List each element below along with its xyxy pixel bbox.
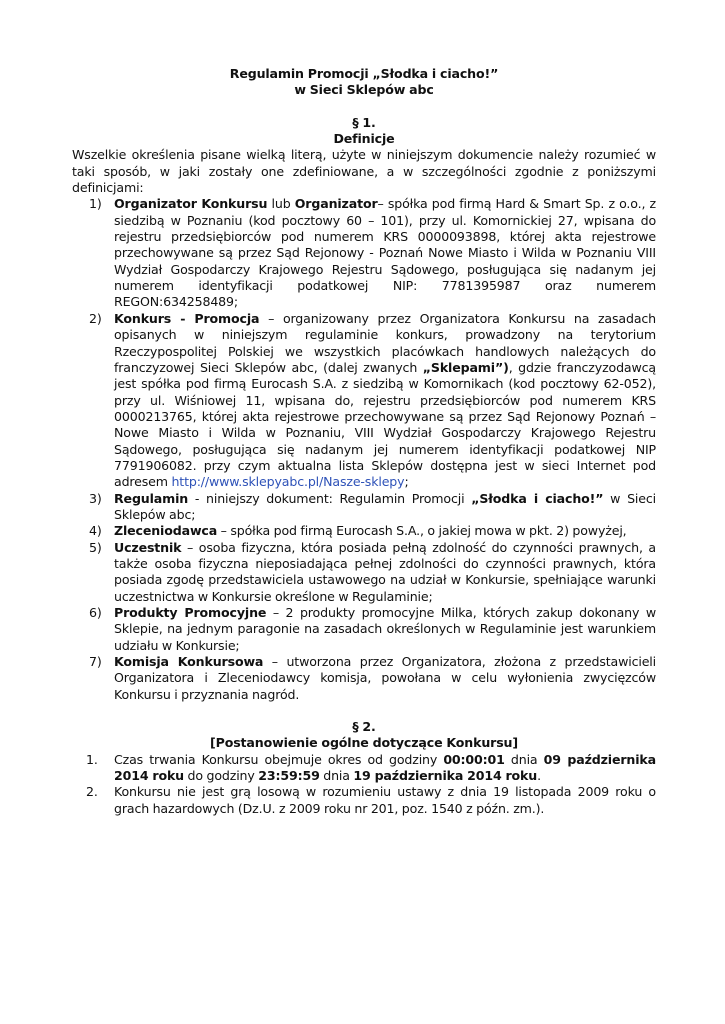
document-page — [72, 66, 656, 817]
section1-number: § 1. — [352, 114, 376, 130]
term-zleceniodawca: Zleceniodawca — [114, 523, 218, 539]
section1-heading: Definicje — [333, 131, 395, 147]
section2-heading: [Postanowienie ogólne dotyczące Konkursu] — [210, 735, 518, 751]
rules-list — [72, 752, 656, 817]
definition-item-1: 1) Organizator Konkursu lub Organizator– spółka pod firmą Hard & Smart Sp. z o.o., z siedzibą w Poznaniu (kod pocztowy 60 – 101), przy ul. Komornickiej 27, wpisana do rejestru przedsiębiorców pod numerem KRS 0000093898, której akta rejestrowe przechowywane są przez Sąd Rejonowy - Poznań Nowe Miasto i Wilda w Poznaniu VIII Wydział Gospodarczy Krajowego Rejestru Sądowego, posługująca się nadanym jej numerem identyfikacji podatkowej NIP: 7781395987 oraz numerem REGON:634258489; — [89, 196, 656, 310]
definition-item-4: 4) Zleceniodawca – spółka pod firmą Eurocash S.A., o jakiej mowa w pkt. 2) powyżej, — [89, 523, 627, 539]
promo-name: „Słodka i ciacho!” — [471, 490, 604, 506]
definition-item-6: 6) Produkty Promocyjne – 2 produkty promocyjne Milka, których zakup dokonany w Sklepie, na jednym paragonie na zasadach określonych w Regulaminie jest warunkiem udziału w Konkursie; — [89, 605, 656, 653]
term-uczestnik: Uczestnik — [114, 539, 182, 555]
term-organizator-konkursu: Organizator Konkursu — [114, 196, 268, 212]
rule-item-1: 1. Czas trwania Konkursu obejmuje okres od godziny 00:00:01 dnia 09 października 2014 roku do godziny 23:59:59 dnia 19 października 2014 roku. — [86, 751, 656, 784]
term-regulamin: Regulamin — [114, 490, 189, 506]
term-konkurs-promocja: Konkurs - Promocja — [114, 310, 260, 326]
term-organizator: Organizator — [294, 196, 378, 212]
start-date: 09 października 2014 roku — [114, 751, 656, 784]
term-sklepami: „Sklepami”) — [422, 359, 509, 375]
intro-paragraph: Wszelkie określenia pisane wielką literą, użyte w niniejszym dokumencie należy rozumieć w taki sposób, w jaki zostały one zdefiniowane, a w szczególności zgodnie z poniższymi definicjami: — [72, 147, 656, 196]
shops-list-link[interactable]: http://www.sklepyabc.pl/Nasze-sklepy — [171, 474, 405, 490]
end-time: 23:59:59 — [258, 768, 320, 784]
rule-item-2: 2. Konkursu nie jest grą losową w rozumieniu ustawy z dnia 19 listopada 2009 roku o grach hazardowych (Dz.U. z 2009 roku nr 201, poz. 1540 z późn. zm.). — [86, 784, 656, 816]
term-produkty-promocyjne: Produkty Promocyjne — [114, 605, 267, 620]
definition-item-2: 2) Konkurs - Promocja – organizowany przez Organizatora Konkursu na zasadach opisanych w niniejszym regulaminie konkurs, prowadzony na terytorium Rzeczypospolitej Polskiej we wszystkich placówkach handlowych należących do franczyzowej Sieci Sklepów abc, (dalej zwanych „Sklepami”), gdzie franczyzodawcą jest spółka pod firmą Eurocash S.A. z siedzibą w Komornikach (kod pocztowy 62-052), przy ul. Wiśniowej 11, wpisana do, rejestru przedsiębiorców pod numerem KRS 0000213765, której akta rejestrowe przechowywane są przez Sąd Rejonowy Poznań – Nowe Miasto i Wilda w Poznaniu, VIII Wydział Gospodarczy Krajowego Rejestru Sądowego, posługująca się nadanym jej numerem identyfikacji podatkowej NIP 7791906082. przy czym aktualna lista Sklepów dostępna jest w sieci Internet pod adresem http://www.sklepyabc.pl/Nasze-sklepy; — [89, 310, 657, 490]
start-time: 00:00:01 — [443, 751, 505, 767]
section2-number: § 2. — [352, 719, 376, 735]
definitions-list — [72, 196, 656, 703]
definition-item-7: 7) Komisja Konkursowa – utworzona przez Organizatora, złożona z przedstawicieli Organizatora i Zleceniodawcy komisja, powołana w celu wyłonienia zwycięzców Konkursu i przyznania nagród. — [89, 654, 656, 702]
document-title-line1: Regulamin Promocji „Słodka i ciacho!” — [229, 66, 499, 81]
document-title-line2: w Sieci Sklepów abc — [294, 82, 434, 98]
definition-item-5: 5) Uczestnik – osoba fizyczna, która posiada pełną zdolność do czynności prawnych, a także osoba fizyczna nieposiadająca pełnej zdolności do czynności prawnych, która posiada zgodę przedstawiciela ustawowego na udział w Konkursie, spełniające warunki uczestnictwa w Konkursie określone w Regulaminie; — [89, 539, 656, 604]
term-komisja-konkursowa: Komisja Konkursowa — [114, 654, 264, 670]
end-date: 19 października 2014 roku — [353, 768, 538, 784]
definition-item-3: 3) Regulamin - niniejszy dokument: Regulamin Promocji „Słodka i ciacho!” w Sieci Sklepów abc; — [89, 490, 656, 522]
